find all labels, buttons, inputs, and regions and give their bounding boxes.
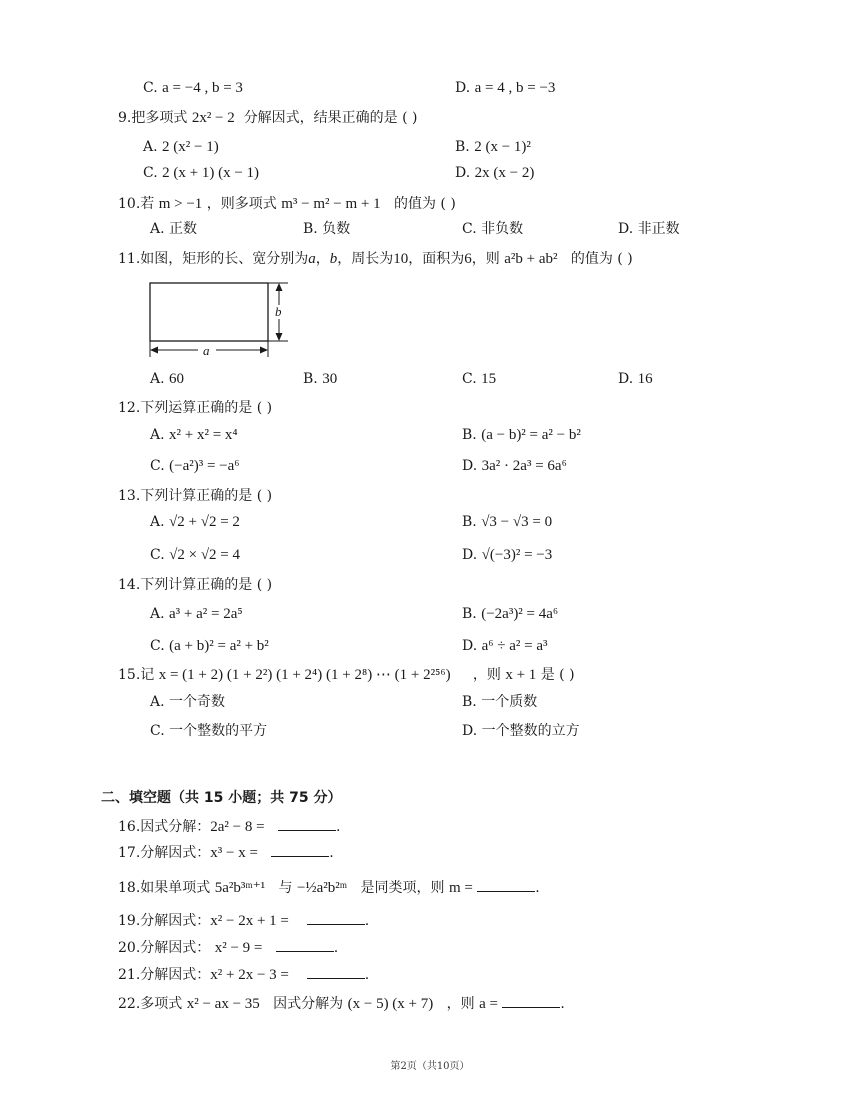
q12-option-c: C. (−a²)³ = −a⁶: [150, 458, 240, 474]
q20-answer-blank[interactable]: [276, 938, 334, 952]
q13-option-c: C. √2 × √2 = 4: [150, 547, 241, 563]
q10-option-b: B. 负数: [303, 221, 351, 237]
rectangle-shape: [150, 283, 268, 341]
q10-stem: 10.若 m > −1 ，则多项式 m³ − m² − m + 1 的值为 ( ): [118, 196, 456, 212]
q17: 17.分解因式：x³ − x = .: [118, 845, 334, 861]
q18-answer-blank[interactable]: [477, 878, 535, 892]
q21-answer-blank[interactable]: [307, 965, 365, 979]
q20: 20.分解因式： x² − 9 = .: [118, 940, 339, 956]
q17-answer-blank[interactable]: [271, 843, 329, 857]
q12-stem: 12.下列运算正确的是 ( ): [118, 400, 273, 416]
q11-expr: a²b + ab²: [504, 251, 558, 267]
figure-label-a: a: [203, 343, 210, 358]
q8-option-c-math: a = −4 , b = 3: [162, 80, 243, 96]
q9-stem: 9.把多项式 2x² − 2 分解因式，结果正确的是 ( ): [118, 110, 418, 126]
q11-option-d: D. 16: [618, 371, 653, 387]
q9-option-b: B. 2 (x − 1)²: [455, 139, 531, 155]
q12-option-d: D. 3a² · 2a³ = 6a⁶: [462, 458, 567, 474]
q14-option-c: C. (a + b)² = a² + b²: [150, 638, 269, 654]
figure-label-b: b: [275, 304, 282, 319]
q11-option-b: B. 30: [303, 371, 338, 387]
q15-expr: x = (1 + 2) (1 + 2²) (1 + 2⁴) (1 + 2⁸) ⋯ (1 + 2²⁵⁶): [158, 667, 451, 683]
q10-expr: m³ − m² − m + 1: [281, 196, 381, 212]
q15-option-c: C. 一个整数的平方: [150, 723, 268, 739]
q16-answer-blank[interactable]: [278, 817, 336, 831]
q19: 19.分解因式：x² − 2x + 1 = .: [118, 913, 370, 929]
q11-option-a: A. 60: [150, 371, 185, 387]
page-footer: 第2页（共10页）: [390, 1061, 470, 1072]
q10-option-a: A. 正数: [150, 221, 198, 237]
q9-expr: 2x² − 2: [191, 110, 235, 126]
q21: 21.分解因式：x² + 2x − 3 = .: [118, 967, 370, 983]
q22-expr2: (x − 5) (x + 7): [347, 996, 434, 1012]
q14-stem: 14.下列计算正确的是 ( ): [118, 577, 273, 593]
q10-option-c: C. 非负数: [462, 221, 524, 237]
q22-expr1: x² − ax − 35: [186, 996, 260, 1012]
arrowhead-up: [276, 283, 283, 291]
q11-rectangle-figure: [140, 277, 300, 361]
q22-answer-blank[interactable]: [502, 994, 560, 1008]
arrowhead-right: [260, 347, 268, 354]
q11-stem: 11.如图，矩形的长、宽分别为a，b，周长为10，面积为6，则 a²b + ab² 的值为 ( ): [118, 251, 633, 267]
q8-option-d-math: a = 4 , b = −3: [474, 80, 556, 96]
q18-expr1: 5a²b³ᵐ⁺¹: [214, 880, 266, 896]
q15-option-a: A. 一个奇数: [150, 694, 226, 710]
q15-option-b: B. 一个质数: [462, 694, 538, 710]
section-2-title: 二、填空题（共 15 小题；共 75 分）: [101, 790, 342, 806]
q13-option-a: A. √2 + √2 = 2: [150, 514, 240, 530]
q18: 18.如果单项式 5a²b³ᵐ⁺¹ 与 −½a²b²ᵐ 是同类项，则 m = .: [118, 880, 540, 896]
q12-option-b: B. (a − b)² = a² − b²: [462, 427, 581, 443]
q9-option-c: C. 2 (x + 1) (x − 1): [143, 165, 260, 181]
q12-option-a: A. x² + x² = x⁴: [150, 427, 238, 443]
q13-option-d: D. √(−3)² = −3: [462, 547, 553, 563]
q13-option-b: B. √3 − √3 = 0: [462, 514, 553, 530]
q8-option-d: D. a = 4 , b = −3: [455, 80, 556, 96]
q9-option-a: A. 2 (x² − 1): [143, 139, 219, 155]
q13-stem: 13.下列计算正确的是 ( ): [118, 488, 273, 504]
q14-option-a: A. a³ + a² = 2a⁵: [150, 606, 243, 622]
q9-option-d: D. 2x (x − 2): [455, 165, 535, 181]
q18-expr2: −½a²b²ᵐ: [296, 880, 348, 896]
arrowhead-left: [150, 347, 158, 354]
q16: 16.因式分解：2a² − 8 = .: [118, 819, 341, 835]
q15-stem: 15.记 x = (1 + 2) (1 + 2²) (1 + 2⁴) (1 + 2⁸) ⋯ (1 + 2²⁵⁶) ，则 x + 1 是 ( ): [118, 667, 575, 683]
q19-answer-blank[interactable]: [307, 911, 365, 925]
q14-option-d: D. a⁶ ÷ a² = a³: [462, 638, 548, 654]
q15-option-d: D. 一个整数的立方: [462, 723, 580, 739]
arrowhead-down: [276, 333, 283, 341]
q8-option-c: C. a = −4 , b = 3: [143, 80, 243, 96]
q11-option-c: C. 15: [462, 371, 497, 387]
q10-option-d: D. 非正数: [618, 221, 680, 237]
q22: 22.多项式 x² − ax − 35 因式分解为 (x − 5) (x + 7) ，则 a = .: [118, 996, 565, 1012]
q14-option-b: B. (−2a³)² = 4a⁶: [462, 606, 559, 622]
